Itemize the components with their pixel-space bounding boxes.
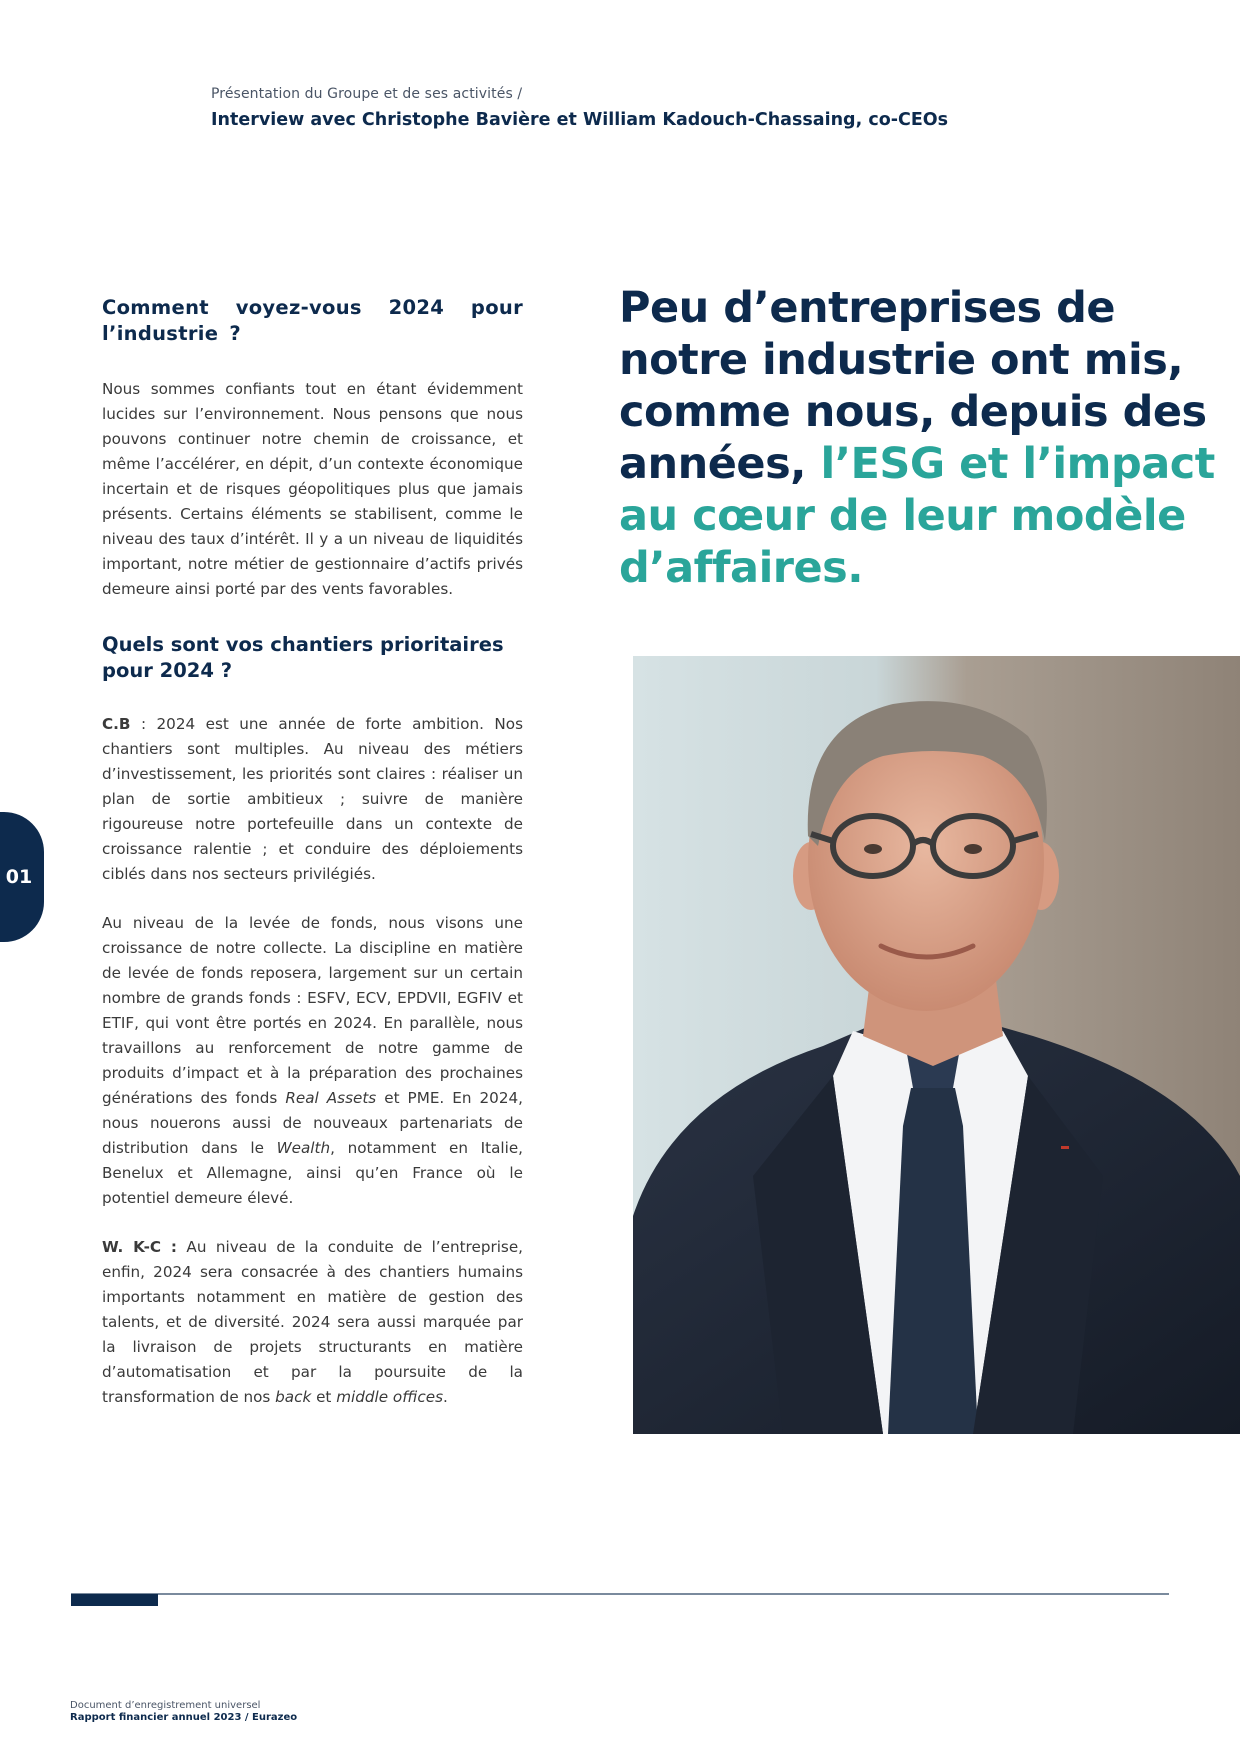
fundraising-em-wealth: Wealth <box>276 1139 331 1157</box>
page-title: Interview avec Christophe Bavière et William Kadouch-Chassaing, co-CEOs <box>211 110 949 130</box>
breadcrumb: Présentation du Groupe et de ses activités / <box>211 86 523 102</box>
chapter-number: 01 <box>5 866 33 888</box>
answer-paragraph-cb <box>102 712 523 887</box>
footer-rule <box>71 1593 1169 1595</box>
fundraising-text-b: et PME. En 2024, nous nouerons aussi de nouveaux partenariats de distribution dans le <box>102 1089 523 1157</box>
answer-paragraph-wkc <box>102 1235 523 1410</box>
question-heading-2: Quels sont vos chantiers prioritaires pour 2024 ? <box>102 633 504 682</box>
interview-column <box>102 295 523 1410</box>
question-heading-1: Comment voyez-vous 2024 pour l’industrie ? <box>102 296 523 345</box>
fundraising-text-a: Au niveau de la levée de fonds, nous visons une croissance de notre collecte. La discipline en matière de levée de fonds reposera, largement sur un certain nombre de grands fonds : ESFV, ECV, EPDVII, EGFIV et ETIF, qui vont être portés en 2024. En parallèle, nous travaillons au renforcement de notre gamme de produits d’impact et à la préparation des prochaines générations des fonds <box>102 914 523 1107</box>
footer-report-title: Rapport financier annuel 2023 / Eurazeo <box>70 1712 298 1723</box>
page-footer <box>70 1700 297 1723</box>
page-header <box>211 86 1111 130</box>
speaker-initials-cb: C.B <box>102 715 131 733</box>
wkc-text-b: et <box>311 1388 337 1406</box>
wkc-em-middle-offices: middle offices <box>336 1388 443 1406</box>
portrait-photo <box>633 656 1240 1434</box>
answer-text-cb: : 2024 est une année de forte ambition. Nos chantiers sont multiples. Au niveau des métiers d’investissement, les priorités sont claires : réaliser un plan de sortie ambitieux ; suivre de manière rigoureuse notre portefeuille dans un contexte de croissance ralentie ; et conduire des déploiements ciblés dans nos secteurs privilégiés. <box>102 715 523 883</box>
footer-document-title: Document d’enregistrement universel <box>70 1700 261 1711</box>
chapter-tab <box>0 812 44 942</box>
pull-quote-navy: Peu d’entreprises de notre industrie ont mis, comme nous, depuis des années, <box>619 283 1207 489</box>
pull-quote-teal: l’ESG et l’impact au cœur de leur modèle d’affaires. <box>619 439 1215 593</box>
portrait-illustration <box>633 656 1240 1434</box>
answer-paragraph-fundraising <box>102 911 523 1211</box>
speaker-initials-wkc: W. K-C : <box>102 1238 178 1256</box>
footer-rule-accent <box>71 1594 158 1606</box>
wkc-text-c: . <box>442 1388 448 1406</box>
wkc-text-a: Au niveau de la conduite de l’entreprise, enfin, 2024 sera consacrée à des chantiers humains importants notamment en matière de gestion des talents, et de diversité. 2024 sera aussi marquée par la livraison de projets structurants en matière d’automatisation et par la poursuite de la transformation de nos <box>102 1238 524 1406</box>
fundraising-text-c: , notamment en Italie, Benelux et Allemagne, ainsi qu’en France où le potentiel demeure élevé. <box>102 1139 523 1207</box>
fundraising-em-real-assets: Real Assets <box>285 1089 377 1107</box>
answer-paragraph-1: Nous sommes confiants tout en étant évidemment lucides sur l’environnement. Nous pensons que nous pouvons continuer notre chemin de croissance, et même l’accélérer, en dépit, d’un contexte économique incertain et de risques géopolitiques plus que jamais présents. Certains éléments se stabilisent, comme le niveau des taux d’intérêt. Il y a un niveau de liquidités important, notre métier de gestionnaire d’actifs privés demeure ainsi porté par des vents favorables. <box>102 380 523 598</box>
wkc-em-back: back <box>275 1388 312 1406</box>
pull-quote <box>619 282 1219 594</box>
